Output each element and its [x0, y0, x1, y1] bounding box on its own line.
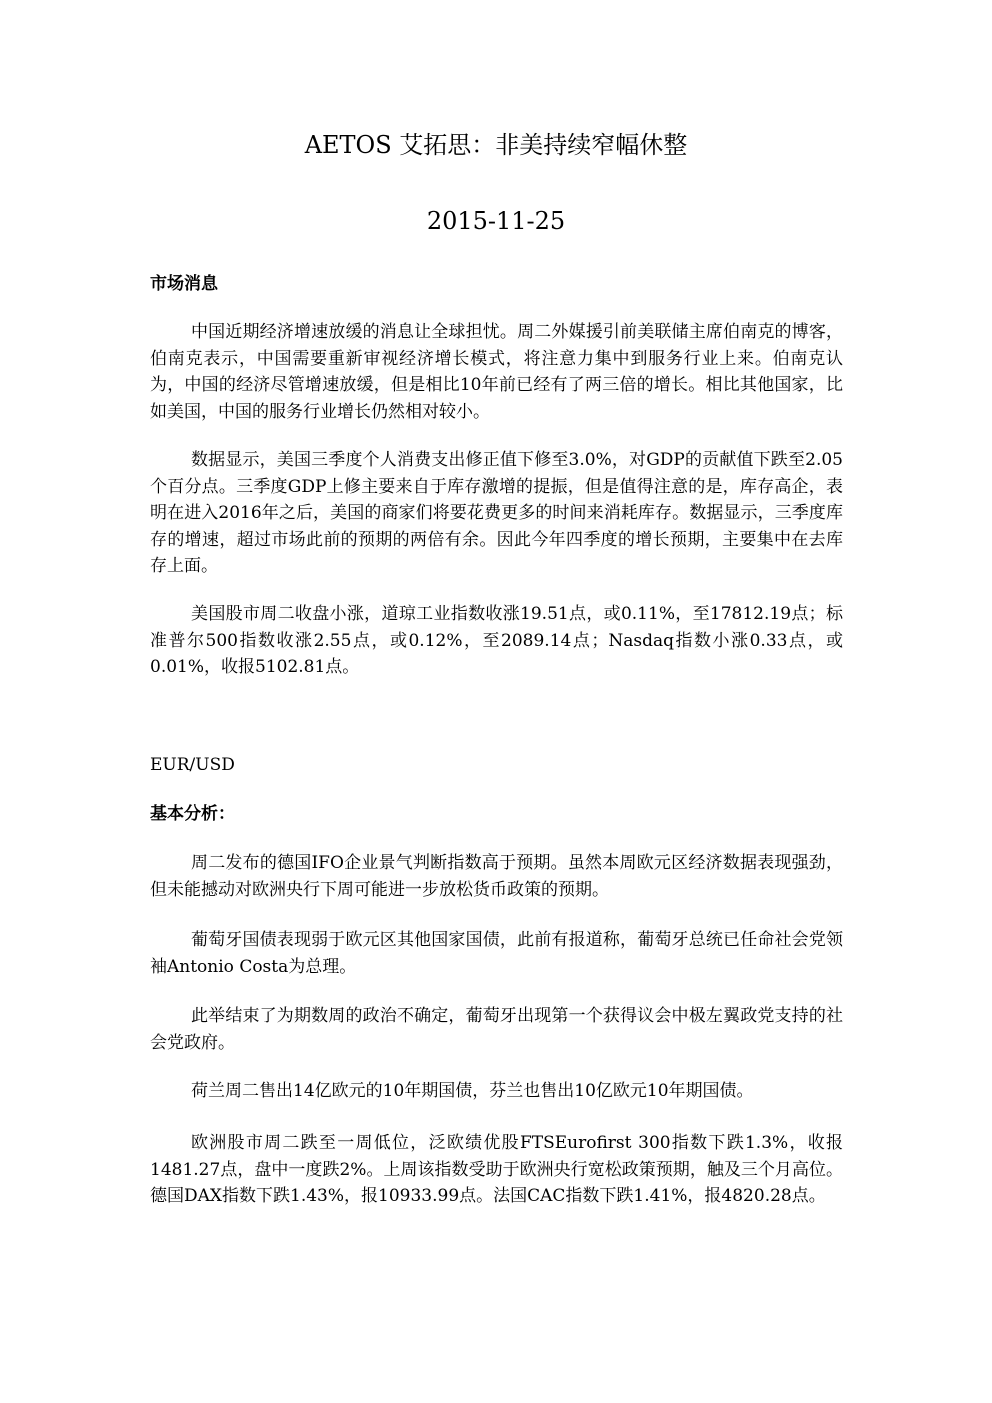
analysis-paragraph: 荷兰周二售出14亿欧元的10年期国债，芬兰也售出10亿欧元10年期国债。: [191, 1081, 754, 1101]
analysis-paragraph: 此举结束了为期数周的政治不确定，葡萄牙出现第一个获得议会中极左翼政党支持的社会党政府。: [150, 1006, 843, 1053]
analysis-paragraph: 葡萄牙国债表现弱于欧元区其他国家国债，此前有报道称，葡萄牙总统已任命社会党领袖Antonio Costa为总理。: [150, 930, 843, 977]
market-news-paragraph: 美国股市周二收盘小涨，道琼工业指数收涨19.51点，或0.11%，至17812.19点；标准普尔500指数收涨2.55点，或0.12%，至2089.14点；Nasdaq指数小涨0.33点，或0.01%，收报5102.81点。: [150, 604, 843, 677]
document-title: AETOS 艾拓思：非美持续窄幅休整: [304, 131, 688, 159]
document-date: 2015-11-25: [426, 207, 566, 235]
analysis-paragraph: 周二发布的德国IFO企业景气判断指数高于预期。虽然本周欧元区经济数据表现强劲，但未能撼动对欧洲央行下周可能进一步放松货币政策的预期。: [150, 853, 843, 900]
market-news-paragraph: 中国近期经济增速放缓的消息让全球担忧。周二外媒援引前美联储主席伯南克的博客，伯南克表示，中国需要重新审视经济增长模式，将注意力集中到服务行业上来。伯南克认为，中国的经济尽管增速放缓，但是相比10年前已经有了两三倍的增长。相比其他国家，比如美国，中国的服务行业增长仍然相对较小。: [150, 322, 843, 422]
analysis-paragraph: 欧洲股市周二跌至一周低位，泛欧绩优股FTSEurofirst 300指数下跌1.3%，收报1481.27点，盘中一度跌2%。上周该指数受助于欧洲央行宽松政策预期，触及三个月高位。德国DAX指数下跌1.43%，报10933.99点。法国CAC指数下跌1.41%，报4820.28点。: [150, 1133, 843, 1206]
fundamental-analysis-heading: 基本分析：: [150, 804, 235, 824]
market-news-paragraph: 数据显示，美国三季度个人消费支出修正值下修至3.0%，对GDP的贡献值下跌至2.05个百分点。三季度GDP上修主要来自于库存激增的提振，但是值得注意的是，库存高企，表明在进入2016年之后，美国的商家们将要花费更多的时间来消耗库存。数据显示，三季度库存的增速，超过市场此前的预期的两倍有余。因此今年四季度的增长预期，主要集中在去库存上面。: [150, 450, 843, 576]
currency-pair-label: EUR/USD: [150, 755, 235, 775]
market-news-heading: 市场消息: [150, 274, 218, 294]
